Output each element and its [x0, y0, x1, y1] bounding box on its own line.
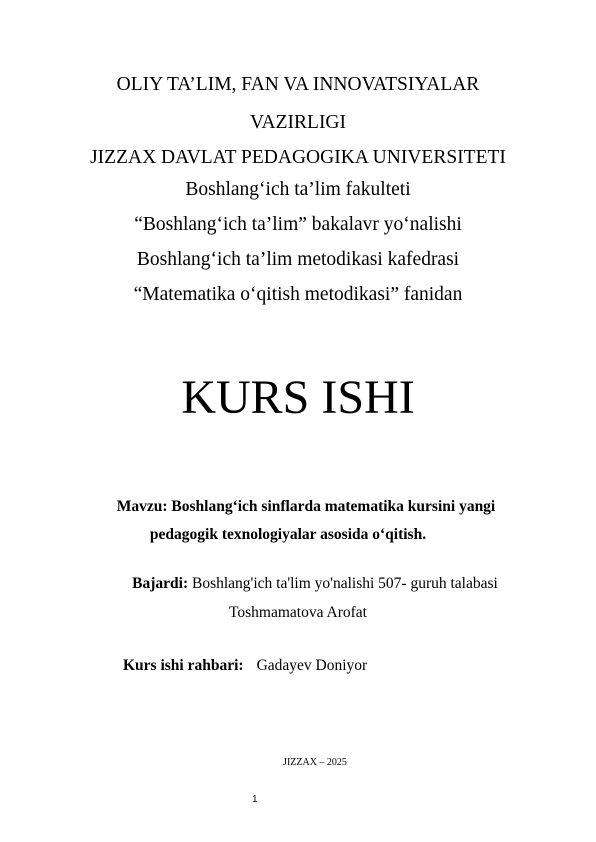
faculty-name: Boshlang‘ich ta’lim fakulteti: [185, 179, 411, 200]
city-year: JIZZAX – 2025: [283, 757, 347, 768]
topic-line-2: pedagogik texnologiyalar asosida o‘qitish.: [149, 526, 427, 543]
supervisor-label: Kurs ishi rahbari:: [123, 657, 244, 674]
subject-name: “Matematika o‘qitish metodikasi” fanidan: [133, 284, 463, 305]
topic-line-1: Mavzu: Boshlang‘ich sinflarda matematika kursini yangi: [116, 498, 496, 515]
supervisor-line: [123, 656, 367, 676]
performer-label: Bajardi:: [132, 575, 189, 592]
page-number: 1: [252, 794, 258, 805]
ministry-line-1: OLIY TA’LIM, FAN VA INNOVATSIYALAR: [116, 74, 480, 95]
performer-name: Toshmamatova Arofat: [229, 604, 367, 621]
ministry-line-2: VAZIRLIGI: [249, 112, 347, 133]
supervisor-name: Gadayev Doniyor: [256, 657, 368, 674]
program-name: “Boshlang‘ich ta’lim” bakalavr yo‘nalishi: [134, 214, 462, 235]
performer-description: Boshlang'ich ta'lim yo'nalishi 507- guruh talabasi: [188, 575, 498, 592]
department-name: Boshlang‘ich ta’lim metodikasi kafedrasi: [136, 249, 460, 270]
document-title: KURS ISHI: [181, 371, 415, 424]
university-name: JIZZAX DAVLAT PEDAGOGIKA UNIVERSITETI: [90, 147, 506, 168]
performer-line: [17, 574, 596, 594]
